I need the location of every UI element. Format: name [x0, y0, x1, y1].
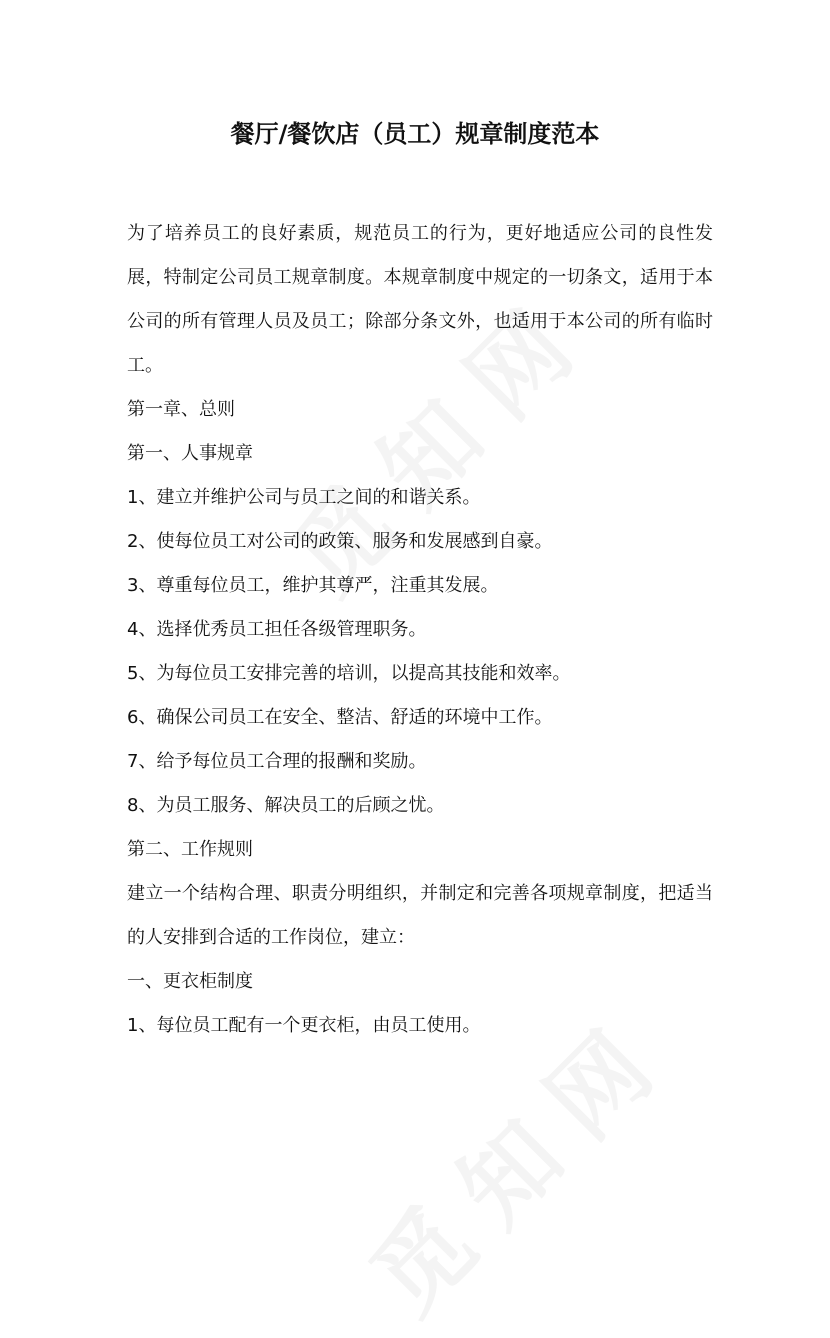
subsection-heading: 一、更衣柜制度 [127, 971, 253, 992]
list-item: 8、为员工服务、解决员工的后顾之忧。 [127, 795, 445, 816]
list-item: 2、使每位员工对公司的政策、服务和发展感到自豪。 [127, 531, 553, 552]
list-item: 3、尊重每位员工，维护其尊严，注重其发展。 [127, 575, 499, 596]
document-body [127, 212, 713, 1048]
chapter-heading: 第一章、总则 [127, 399, 235, 420]
document-title: 餐厅/餐饮店（员工）规章制度范本 [230, 120, 600, 148]
intro-paragraph: 为了培养员工的良好素质，规范员工的行为，更好地适应公司的良性发展，特制定公司员工规章制度。本规章制度中规定的一切条文，适用于本公司的所有管理人员及员工；除部分条文外，也适用于本公司的所有临时工。 [127, 223, 713, 376]
list-item: 5、为每位员工安排完善的培训，以提高其技能和效率。 [127, 663, 571, 684]
list-item: 6、确保公司员工在安全、整洁、舒适的环境中工作。 [127, 707, 553, 728]
section-heading: 第一、人事规章 [127, 443, 253, 464]
section-paragraph: 建立一个结构合理、职责分明组织，并制定和完善各项规章制度，把适当的人安排到合适的工作岗位，建立： [127, 883, 713, 948]
section-heading: 第二、工作规则 [127, 839, 253, 860]
list-item: 7、给予每位员工合理的报酬和奖励。 [127, 751, 427, 772]
list-item: 4、选择优秀员工担任各级管理职务。 [127, 619, 427, 640]
list-item: 1、每位员工配有一个更衣柜，由员工使用。 [127, 1015, 481, 1036]
list-item: 1、建立并维护公司与员工之间的和谐关系。 [127, 487, 481, 508]
